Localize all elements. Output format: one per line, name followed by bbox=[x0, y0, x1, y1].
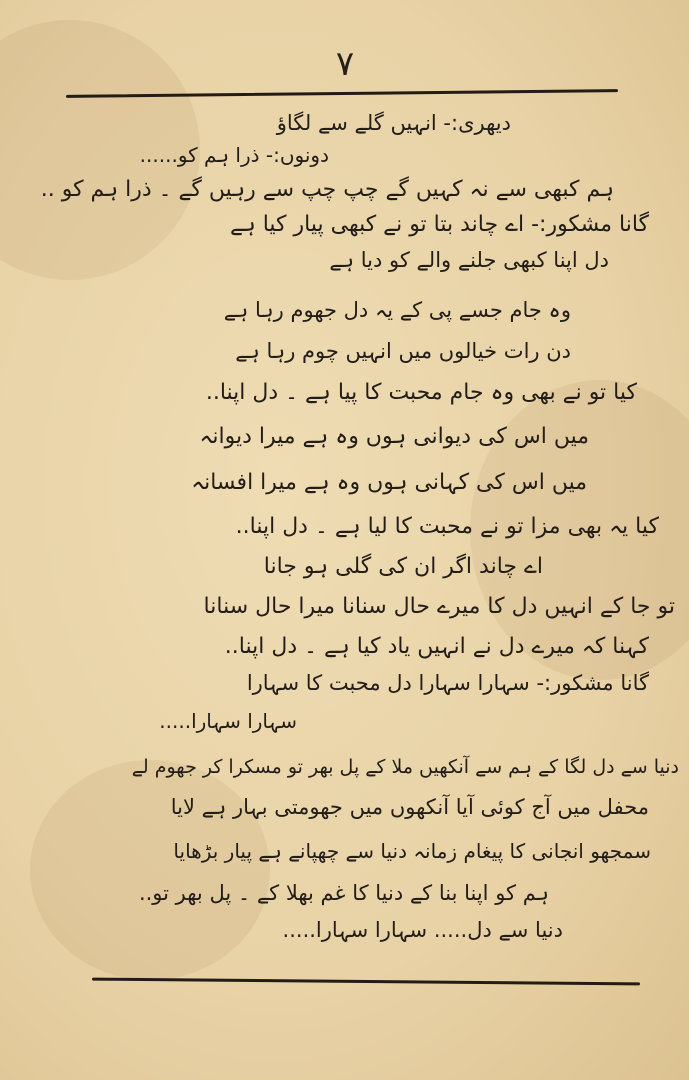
bottom-rule bbox=[92, 978, 640, 986]
text-line: ہم کبھی سے نہ کہیں گے چپ چپ سے رہیں گے ۔ ذرا ہم کو .. bbox=[40, 177, 614, 202]
text-line: دونوں:- ذرا ہم کو...... bbox=[139, 143, 329, 167]
text-line: دنیا سے دل لگا کے ہم سے آنکھیں ملا کے پل بھر تو مسکرا کر جھوم لے bbox=[131, 756, 679, 778]
text-line: اے چاند اگر ان کی گلی ہو جانا bbox=[263, 554, 543, 579]
text-line: میں اس کی دیوانی ہوں وہ ہے میرا دیوانہ bbox=[199, 424, 589, 449]
text-line: دنیا سے دل..... سہارا سہارا..... bbox=[282, 918, 563, 942]
text-line: گانا مشکور:- اے چاند بتا تو نے کبھی پیار کیا ہے bbox=[229, 212, 649, 237]
text-line: سمجھو انجانی کا پیغام زمانہ دنیا سے چھپانے ہے پیار بڑھایا bbox=[173, 839, 651, 863]
text-line: محفل میں آج کوئی آیا آنکھوں میں جھومتی بہار ہے لایا bbox=[170, 795, 649, 819]
text-line: دیهری:- انہیں گلے سے لگاؤ bbox=[276, 111, 511, 135]
text-line: دن رات خیالوں میں انہیں چوم رہا ہے bbox=[235, 339, 571, 363]
text-line: میں اس کی کہانی ہوں وہ ہے میرا افسانہ bbox=[191, 470, 587, 495]
text-line: دل اپنا کبھی جلنے والے کو دیا ہے bbox=[329, 248, 609, 272]
text-line: کیا تو نے بھی وہ جام محبت کا پیا ہے ۔ دل اپنا.. bbox=[205, 380, 637, 405]
text-line: تو جا کے انہیں دل کا میرے حال سنانا میرا حال سنانا bbox=[203, 594, 675, 619]
text-line: گانا مشکور:- سہارا سہارا دل محبت کا سہارا bbox=[246, 671, 649, 695]
text-line: وہ جام جسے پی کے یہ دل جھوم رہا ہے bbox=[223, 298, 571, 322]
text-line: ہم کو اپنا بنا کے دنیا کا غم بھلا کے ۔ پل بھر تو.. bbox=[138, 881, 549, 905]
page-number: ٧ bbox=[335, 44, 355, 84]
text-line: سہارا سہارا..... bbox=[159, 709, 297, 733]
text-line: کیا یہ بھی مزا تو نے محبت کا لیا ہے ۔ دل اپنا.. bbox=[235, 514, 659, 539]
text-line: کہنا کہ میرے دل نے انہیں یاد کیا ہے ۔ دل اپنا.. bbox=[224, 634, 649, 659]
